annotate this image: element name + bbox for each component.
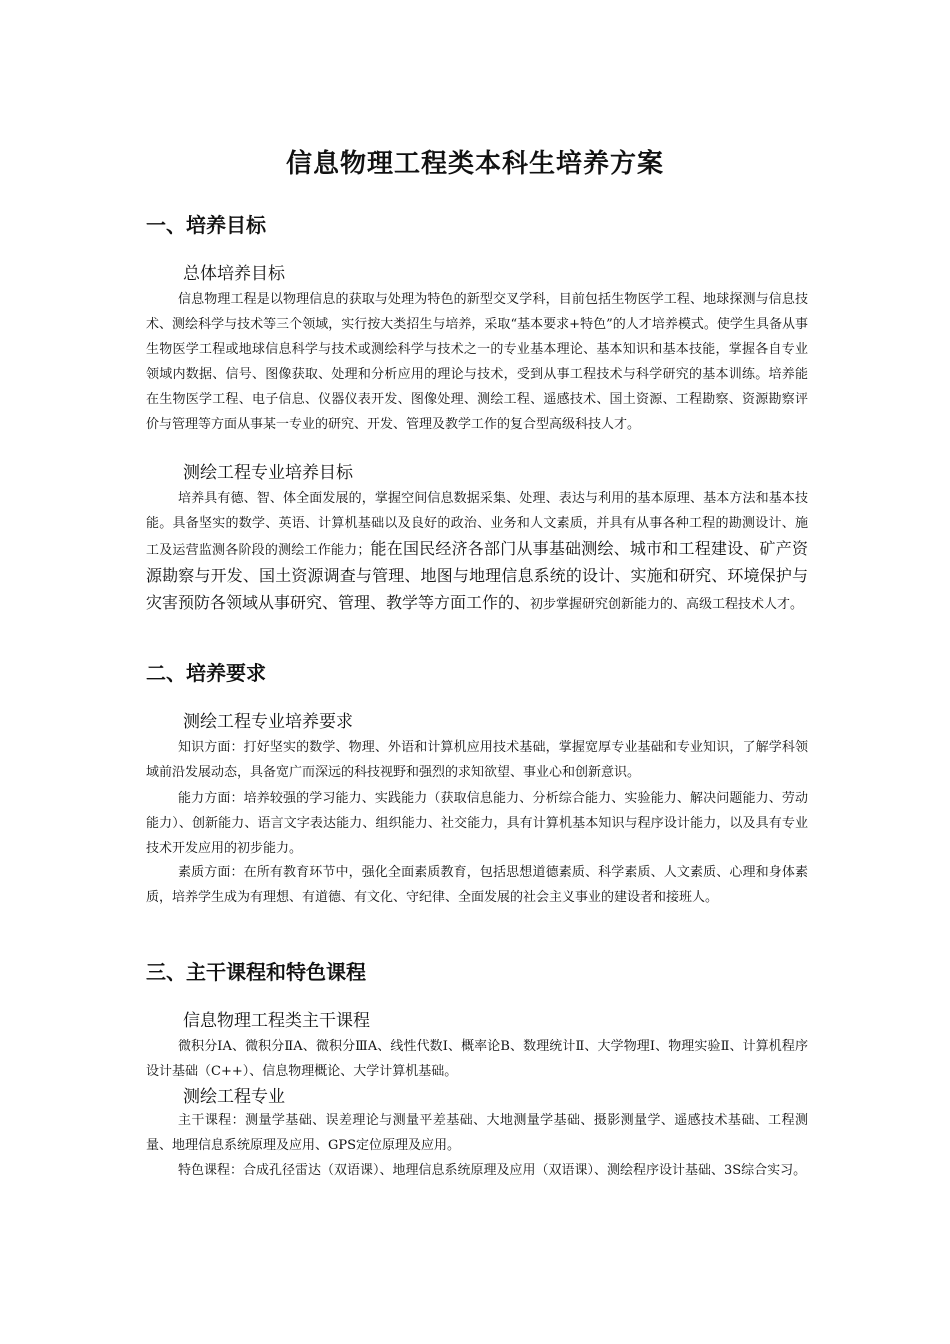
paragraph-knowledge: 知识方面：打好坚实的数学、物理、外语和计算机应用技术基础，掌握宽厚专业基础和专业知识，了解学科领域前沿发展动态，具备宽广而深远的科技视野和强烈的求知欲望、事业心和创新意识。 (146, 740, 808, 780)
paragraph-surveying-goals-part3: 初步掌握研究创新能力的、高级工程技术人才。 (530, 597, 804, 612)
section-heading-goals: 一、培养目标 (146, 213, 266, 237)
paragraph-quality: 素质方面：在所有教育环节中，强化全面素质教育，包括思想道德素质、科学素质、人文素质、心理和身体素质，培养学生成为有理想、有道德、有文化、守纪律、全面发展的社会主义事业的建设者和接班人。 (146, 865, 808, 905)
paragraph-surveying-goals-part1: 培养具有德、智、体全面发展的，掌握空间信息数据采集、处理、表达与利用的基本原理、基本方法和基本技能。具备坚实的数学、英语、计算机基础以及良好的政治、业务和人文素质，并具有从事各种工程的勘测设计、施工及运营监测各阶段的测绘工作能力； (146, 491, 808, 558)
subheading-core-courses: 信息物理工程类主干课程 (183, 1011, 370, 1031)
paragraph-main-courses: 主干课程：测量学基础、误差理论与测量平差基础、大地测量学基础、摄影测量学、遥感技术基础、工程测量、地理信息系统原理及应用、GPS定位原理及应用。 (146, 1113, 808, 1153)
subheading-overall-goals: 总体培养目标 (183, 264, 285, 284)
paragraph-featured-courses: 特色课程：合成孔径雷达（双语课）、地理信息系统原理及应用（双语课）、测绘程序设计基础、3S综合实习。 (178, 1163, 807, 1178)
section-heading-requirements: 二、培养要求 (146, 661, 266, 685)
subheading-surveying-major: 测绘工程专业 (183, 1087, 285, 1107)
section-heading-courses: 三、主干课程和特色课程 (146, 960, 366, 984)
document-title: 信息物理工程类本科生培养方案 (285, 149, 664, 179)
paragraph-overall-goals: 信息物理工程是以物理信息的获取与处理为特色的新型交叉学科，目前包括生物医学工程、地球探测与信息技术、测绘科学与技术等三个领域，实行按大类招生与培养，采取“基本要求+特色”的人才培养模式。使学生具备从事生物医学工程或地球信息科学与技术或测绘科学与技术之一的专业基本理论、基本知识和基本技能，掌握各自专业领域内数据、信号、图像获取、处理和分析应用的理论与技术，受到从事工程技术与科学研究的基本训练。培养能在生物医学工程、电子信息、仪器仪表开发、图像处理、测绘工程、遥感技术、国土资源、工程勘察、资源勘察评价与管理等方面从事某一专业的研究、开发、管理及教学工作的复合型高级科技人才。 (146, 292, 808, 432)
paragraph-surveying-goals (146, 486, 808, 617)
subheading-surveying-requirements: 测绘工程专业培养要求 (183, 712, 353, 732)
paragraph-core-courses: 微积分ⅠA、微积分ⅡA、微积分ⅢA、线性代数Ⅰ、概率论B、数理统计Ⅱ、大学物理Ⅰ、物理实验Ⅱ、计算机程序设计基础（C++）、信息物理概论、大学计算机基础。 (146, 1039, 808, 1079)
paragraph-ability: 能力方面：培养较强的学习能力、实践能力（获取信息能力、分析综合能力、实验能力、解决问题能力、劳动能力）、创新能力、语言文字表达能力、组织能力、社交能力，具有计算机基本知识与程序设计能力，以及具有专业技术开发应用的初步能力。 (146, 791, 808, 856)
subheading-surveying-goals: 测绘工程专业培养目标 (183, 463, 353, 483)
paragraph-surveying-goals-part2: 能在国民经济各部门从事基础测绘、城市和工程建设、矿产资源勘察与开发、国土资源调查与管理、地图与地理信息系统的设计、实施和研究、环境保护与灾害预防各领域从事研究、管理、教学等方面工作的、 (146, 539, 808, 612)
